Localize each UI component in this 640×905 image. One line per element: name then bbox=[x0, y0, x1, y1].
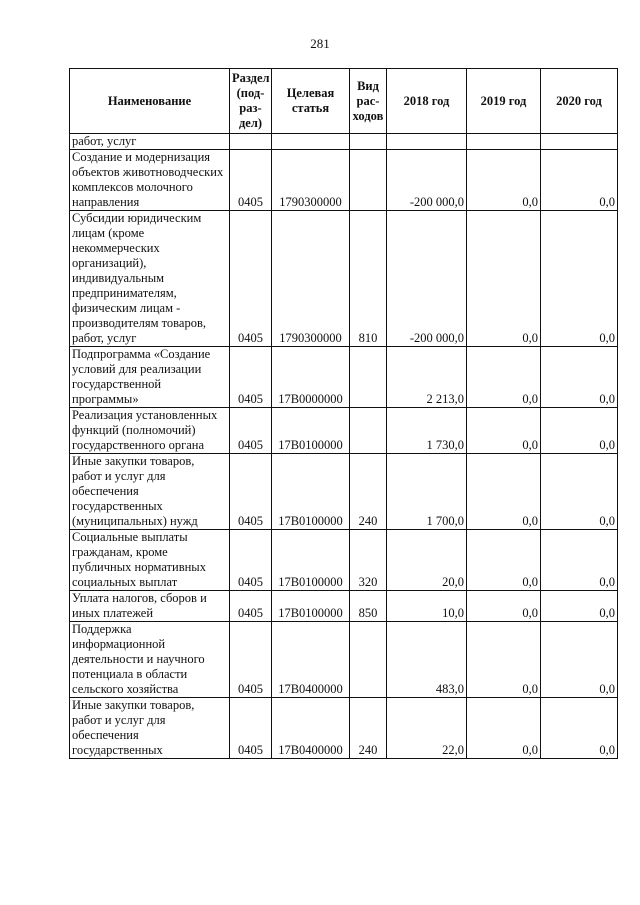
cell-name: Создание и модернизация объектов животноводческих комплексов молочного направления bbox=[70, 150, 230, 211]
cell-2019: 0,0 bbox=[467, 347, 541, 408]
cell-celevaya: 1790300000 bbox=[272, 211, 350, 347]
cell-celevaya: 1790300000 bbox=[272, 150, 350, 211]
cell-vid bbox=[350, 622, 387, 698]
cell-vid bbox=[350, 150, 387, 211]
table-row bbox=[70, 150, 618, 211]
cell-2020: 0,0 bbox=[541, 591, 618, 622]
cell-vid: 810 bbox=[350, 211, 387, 347]
cell-2020: 0,0 bbox=[541, 454, 618, 530]
cell-celevaya: 17В0100000 bbox=[272, 591, 350, 622]
cell-2020: 0,0 bbox=[541, 211, 618, 347]
header-razdel: Раздел (под-раз-дел) bbox=[230, 69, 272, 134]
cell-2019: 0,0 bbox=[467, 408, 541, 454]
cell-2019 bbox=[467, 134, 541, 150]
cell-razdel: 0405 bbox=[230, 698, 272, 759]
cell-vid bbox=[350, 408, 387, 454]
cell-2019: 0,0 bbox=[467, 150, 541, 211]
cell-vid: 240 bbox=[350, 698, 387, 759]
cell-celevaya: 17В0400000 bbox=[272, 622, 350, 698]
cell-2019: 0,0 bbox=[467, 530, 541, 591]
cell-razdel: 0405 bbox=[230, 622, 272, 698]
header-2020: 2020 год bbox=[541, 69, 618, 134]
cell-razdel: 0405 bbox=[230, 150, 272, 211]
cell-2018: 1 700,0 bbox=[387, 454, 467, 530]
cell-celevaya bbox=[272, 134, 350, 150]
cell-2020: 0,0 bbox=[541, 530, 618, 591]
cell-2018: 2 213,0 bbox=[387, 347, 467, 408]
cell-vid: 320 bbox=[350, 530, 387, 591]
cell-2018 bbox=[387, 134, 467, 150]
cell-celevaya: 17В0100000 bbox=[272, 454, 350, 530]
cell-vid bbox=[350, 134, 387, 150]
cell-2018: -200 000,0 bbox=[387, 211, 467, 347]
header-2018: 2018 год bbox=[387, 69, 467, 134]
cell-celevaya: 17В0000000 bbox=[272, 347, 350, 408]
cell-razdel bbox=[230, 134, 272, 150]
table-row bbox=[70, 591, 618, 622]
cell-2019: 0,0 bbox=[467, 591, 541, 622]
cell-2020: 0,0 bbox=[541, 408, 618, 454]
cell-vid bbox=[350, 347, 387, 408]
cell-2019: 0,0 bbox=[467, 622, 541, 698]
header-2019: 2019 год bbox=[467, 69, 541, 134]
cell-name: Реализация установленных функций (полномочий) государственного органа bbox=[70, 408, 230, 454]
table-row bbox=[70, 408, 618, 454]
cell-2019: 0,0 bbox=[467, 211, 541, 347]
header-celevaya: Целевая статья bbox=[272, 69, 350, 134]
cell-vid: 850 bbox=[350, 591, 387, 622]
cell-2020: 0,0 bbox=[541, 347, 618, 408]
table-row bbox=[70, 698, 618, 759]
cell-razdel: 0405 bbox=[230, 530, 272, 591]
table-row bbox=[70, 454, 618, 530]
table-row bbox=[70, 530, 618, 591]
budget-table bbox=[69, 68, 618, 759]
header-vid: Вид рас-ходов bbox=[350, 69, 387, 134]
cell-name: Уплата налогов, сборов и иных платежей bbox=[70, 591, 230, 622]
cell-2018: 1 730,0 bbox=[387, 408, 467, 454]
cell-name: работ, услуг bbox=[70, 134, 230, 150]
cell-razdel: 0405 bbox=[230, 347, 272, 408]
cell-name: Социальные выплаты гражданам, кроме публичных нормативных социальных выплат bbox=[70, 530, 230, 591]
table-row bbox=[70, 347, 618, 408]
cell-razdel: 0405 bbox=[230, 454, 272, 530]
cell-2018: 20,0 bbox=[387, 530, 467, 591]
table-header-row bbox=[70, 69, 618, 134]
header-name: Наименование bbox=[70, 69, 230, 134]
cell-name: Субсидии юридическим лицам (кроме некоммерческих организаций), индивидуальным предпринимателям, физическим лицам - производителям товаров, работ, услуг bbox=[70, 211, 230, 347]
cell-name: Поддержка информационной деятельности и научного потенциала в области сельского хозяйства bbox=[70, 622, 230, 698]
cell-2020: 0,0 bbox=[541, 622, 618, 698]
cell-2020: 0,0 bbox=[541, 698, 618, 759]
cell-celevaya: 17В0100000 bbox=[272, 408, 350, 454]
cell-2019: 0,0 bbox=[467, 454, 541, 530]
table-row bbox=[70, 622, 618, 698]
cell-razdel: 0405 bbox=[230, 408, 272, 454]
cell-2018: 10,0 bbox=[387, 591, 467, 622]
table-row bbox=[70, 211, 618, 347]
cell-name: Иные закупки товаров, работ и услуг для обеспечения государственных (муниципальных) нужд bbox=[70, 454, 230, 530]
cell-razdel: 0405 bbox=[230, 211, 272, 347]
cell-vid: 240 bbox=[350, 454, 387, 530]
table-row bbox=[70, 134, 618, 150]
cell-celevaya: 17В0100000 bbox=[272, 530, 350, 591]
cell-name: Подпрограмма «Создание условий для реализации государственной программы» bbox=[70, 347, 230, 408]
cell-celevaya: 17В0400000 bbox=[272, 698, 350, 759]
cell-name: Иные закупки товаров, работ и услуг для обеспечения государственных bbox=[70, 698, 230, 759]
cell-2018: 483,0 bbox=[387, 622, 467, 698]
cell-2020: 0,0 bbox=[541, 150, 618, 211]
cell-2018: -200 000,0 bbox=[387, 150, 467, 211]
cell-2020 bbox=[541, 134, 618, 150]
cell-razdel: 0405 bbox=[230, 591, 272, 622]
page-number: 281 bbox=[310, 36, 330, 51]
cell-2019: 0,0 bbox=[467, 698, 541, 759]
cell-2018: 22,0 bbox=[387, 698, 467, 759]
